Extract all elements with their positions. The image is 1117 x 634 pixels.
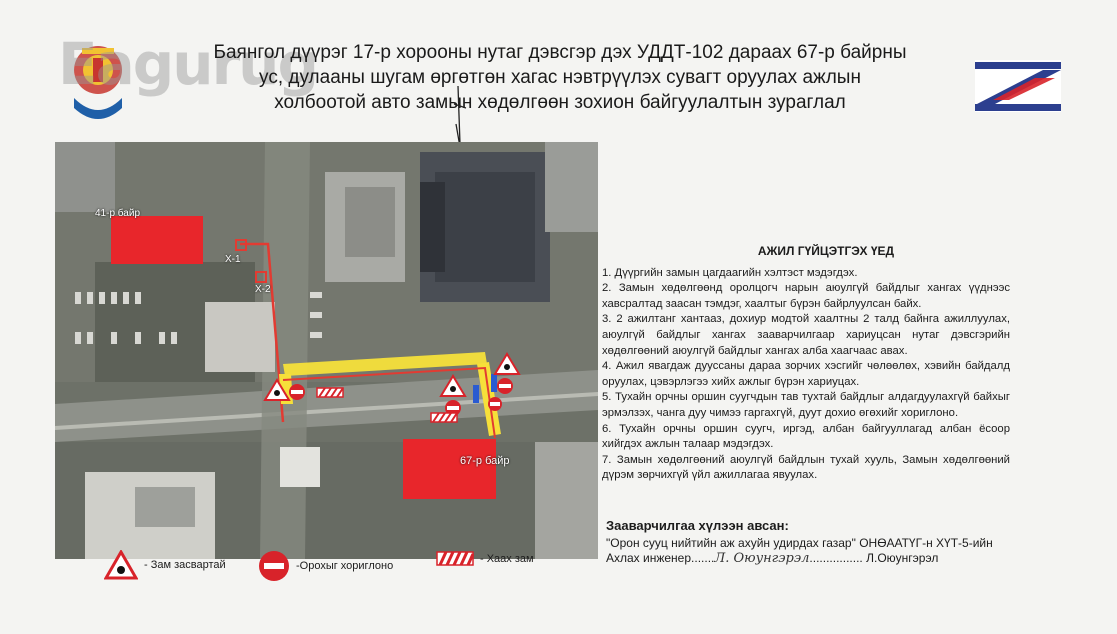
instruction-item: 4. Ажил явагдаж дууссаны дараа зорчих хэсгийг чөлөөлөх, хэвийн байдалд оруулах, цэвэрлэгээ хийх ажлыг бүрэн хариуцах.	[602, 360, 1010, 388]
legend-closed-road-label: - Хаах зам	[480, 553, 534, 565]
legend-road-works-label: - Зам засвартай	[144, 559, 226, 571]
vehicle-icon	[491, 374, 497, 392]
ack-signature-line	[606, 551, 1026, 567]
company-logo	[975, 60, 1061, 112]
building-41	[111, 216, 203, 264]
no-entry-icon	[488, 397, 502, 411]
label-x1: Х-1	[225, 254, 241, 265]
title-line-1: Баянгол дүүрэг 17-р хорооны нутаг дэвсгэр дэх УДДТ-102 дараах 67-р байрны	[213, 42, 907, 63]
no-entry-icon	[497, 378, 513, 394]
instruction-item: 5. Тухайн орчны оршин суугчдын тав тухтай байдлыг алдагдуулахгүй байхыг эрмэлзэх, чанга дуу чимээ гаргахгүй, дуут дохио өгөхийг хориглоно.	[602, 391, 1010, 419]
page-title	[150, 40, 970, 115]
closed-road-icon	[317, 388, 343, 397]
instructions-block	[602, 244, 1010, 484]
legend-no-entry-label: -Орохыг хориглоно	[296, 560, 394, 572]
legend-closed-road	[436, 550, 534, 568]
legend-road-works	[104, 550, 226, 580]
ack-heading: Зааварчилгаа хүлээн авсан:	[606, 518, 789, 533]
instruction-item: 7. Замын хөдөлгөөний аюулгүй байдлын тухай хууль, Замын хөдөлгөөний дүрэм зөрчихгүй үйл ажиллагаа явуулах.	[602, 453, 1010, 482]
label-building-67: 67-р байр	[460, 455, 510, 467]
watermark-text: Eagurug	[58, 30, 317, 98]
label-x2: Х-2	[255, 284, 271, 295]
ack-name: Л.Оюунгэрэл	[866, 551, 939, 565]
handwritten-signature: Л. Оюунгэрэл	[714, 551, 810, 566]
instruction-item: 1. Дүүргийн замын цагдаагийн хэлтэст мэдэгдэх.	[602, 266, 858, 279]
acknowledgement-block	[606, 518, 1026, 567]
closed-road-icon	[436, 550, 474, 568]
no-entry-icon	[289, 384, 305, 400]
ack-org: "Орон сууц нийтийн аж ахуйн удирдах газар" ОНӨААТҮГ-н ХҮТ-5-ийн	[606, 535, 993, 550]
instruction-item: 2. Замын хөдөлгөөнд оролцогч нарын аюулгүй байдлыг хангах үүднээс хавсралтад заасан тэмдэг, хаалтыг бүрэн байрлуулсан байх.	[602, 282, 1010, 310]
label-building-41: 41-р байр	[95, 208, 140, 219]
ack-dots: ................	[809, 551, 863, 565]
building-67	[403, 439, 496, 499]
vehicle-icon	[473, 385, 479, 403]
legend-no-entry	[258, 550, 393, 582]
satellite-map	[55, 142, 598, 559]
instruction-item: 3. 2 ажилтанг хантааз, дохиур модтой хаалтны 2 талд байнга ажиллуулах, аюулгүй байдлыг хангах зааварчилгаар хариуцсан нутаг дэвсгэрийн хөдөлгөөний аюулгүй байдлыг хангах алба хаагчаас авах.	[602, 313, 1010, 357]
closed-road-icon	[431, 413, 457, 422]
road-works-icon	[104, 550, 138, 580]
title-line-3: холбоотой авто замын хөдөлгөөн зохион байгуулалтын зураглал	[274, 92, 846, 113]
no-entry-icon	[258, 550, 290, 582]
instructions-heading: АЖИЛ ГҮЙЦЭТГЭХ ҮЕД	[757, 244, 895, 258]
title-line-2: ус, дулааны шугам өргөтгөн хагас нэвтрүүлэх сувагт оруулах ажлын	[259, 67, 861, 88]
instruction-item: 6. Тухайн орчны оршин суугч, иргэд, албан байгууллагад албан ёсоор хийгдэх ажлын талаар мэдэгдэх.	[602, 422, 1010, 451]
ack-role: Ахлах инженер.......	[606, 551, 715, 565]
